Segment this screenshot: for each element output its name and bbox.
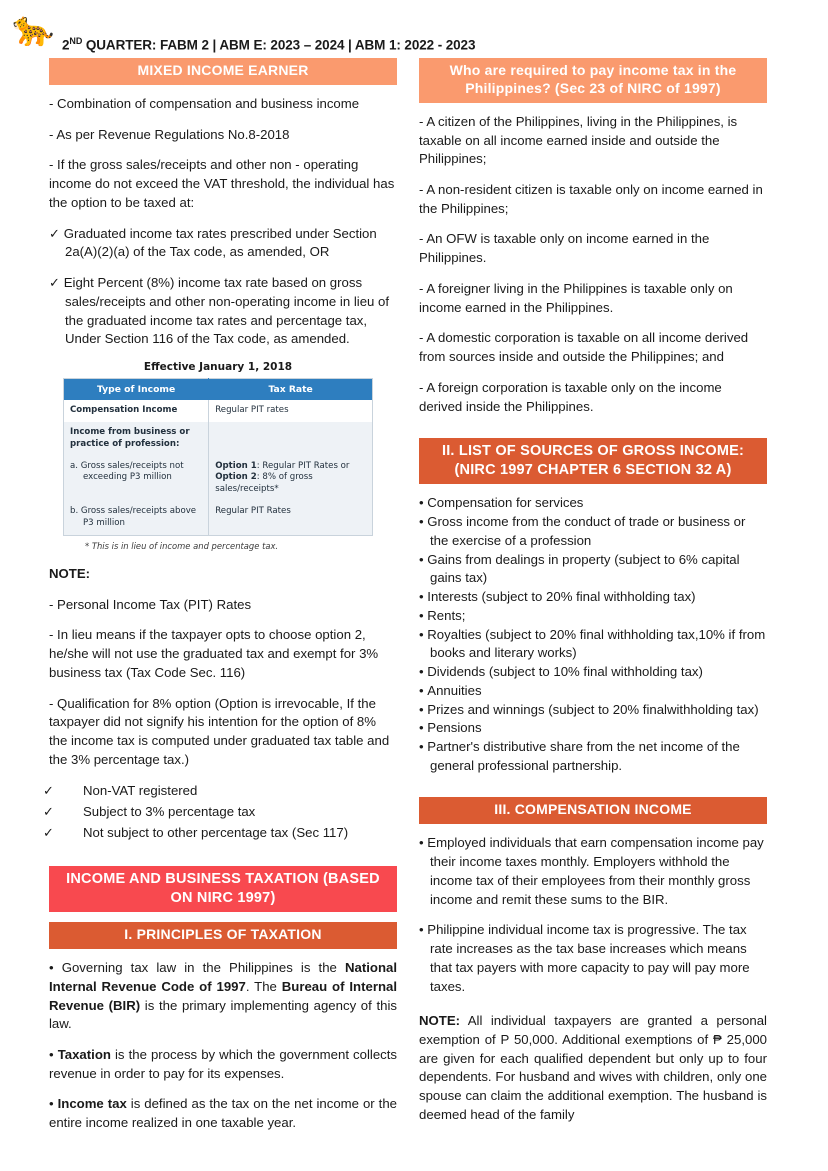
- banner-mixed-income-earner: MIXED INCOME EARNER: [49, 58, 397, 85]
- check-paragraph: ✓ Graduated income tax rates prescribed under Section 2a(A)(2)(a) of the Tax code, as amended, OR: [49, 225, 397, 262]
- list-item: ✓ Subject to 3% percentage tax: [49, 802, 397, 823]
- option-2-label: Option 2: [215, 472, 257, 483]
- emphasis-text: Income tax: [57, 1096, 127, 1112]
- cell-type: [64, 456, 209, 502]
- table-header-row: [64, 378, 373, 400]
- plain-text: Governing tax law in the Philippines is the: [61, 960, 345, 976]
- paragraph: - A citizen of the Philippines, living in the Philippines, is taxable on all income earned inside and outside the Philippines;: [419, 113, 738, 167]
- title-prefix: 2: [62, 37, 70, 53]
- list-item: ✓ Non-VAT registered: [49, 781, 397, 802]
- document-header: [0, 0, 828, 58]
- paragraph: - If the gross sales/receipts and other non - operating income do not exceed the VAT threshold, the individual has the option to be taxed at:: [49, 157, 395, 210]
- list-item: • Gross income from the conduct of trade or business or the exercise of a profession: [419, 513, 767, 550]
- list-item: • Royalties (subject to 20% final withholding tax,10% if from books and literary works): [419, 626, 767, 663]
- column-header-tax-rate: Tax Rate: [209, 378, 373, 400]
- note-paragraph: - Qualification for 8% option (Option is irrevocable, If the taxpayer did not signify his intention for the option of 8% the income tax is computed under graduated tax table and the 3% percentage tax.): [49, 695, 390, 767]
- table-row: [64, 456, 373, 502]
- emphasis-text: Taxation: [57, 1046, 111, 1062]
- table-footnote: * This is in lieu of income and percentage tax.: [85, 540, 279, 551]
- cell-type-sub-a: a. Gross sales/receipts not exceeding P3 million: [70, 460, 184, 483]
- paragraph: - As per Revenue Regulations No.8-2018: [49, 126, 290, 142]
- banner-principles-of-taxation: I. PRINCIPLES OF TAXATION: [49, 922, 397, 949]
- plain-text: . The: [245, 978, 282, 994]
- table-row: [64, 422, 373, 456]
- note-paragraph: - In lieu means if the taxpayer opts to choose option 2, he/she will not use the graduated tax and exempt for 3% business tax (Tax Code Sec. 116): [49, 627, 379, 680]
- list-item: • Rents;: [419, 607, 767, 626]
- option-1-label: Option 1: [215, 460, 257, 471]
- note-paragraph: - Personal Income Tax (PIT) Rates: [49, 596, 252, 612]
- list-item: ✓ Not subject to other percentage tax (Sec 117): [49, 823, 397, 844]
- qualification-checklist: [49, 781, 397, 844]
- cell-rate: Regular PIT rates: [209, 400, 373, 422]
- table-row: [64, 400, 373, 422]
- paragraph: - Combination of compensation and business income: [49, 95, 360, 111]
- paragraph: - An OFW is taxable only on income earned in the Philippines.: [419, 231, 710, 266]
- cell-rate: [209, 422, 373, 456]
- paragraph: - A domestic corporation is taxable on all income derived from sources inside and outside the Philippines; and: [419, 330, 749, 365]
- principle-item: • Governing tax law in the Philippines is the National Internal Revenue Code of 1997. The Bureau of Internal Revenue (BIR) is the primary implementing agency of this law.: [49, 960, 398, 1032]
- compensation-note: [419, 1012, 767, 1124]
- pit-rates-table-wrapper: [63, 361, 373, 551]
- note-label: NOTE:: [419, 1013, 461, 1029]
- list-item: • Partner's distributive share from the net income of the general professional partnership.: [419, 738, 767, 775]
- banner-compensation-income: III. COMPENSATION INCOME: [419, 797, 767, 824]
- list-item: • Prizes and winnings (subject to 20% finalwithholding tax): [419, 701, 767, 720]
- banner-income-and-business-taxation: INCOME AND BUSINESS TAXATION (BASED ON NIRC 1997): [49, 866, 397, 912]
- paragraph: - A foreigner living in the Philippines is taxable only on income earned in the Philippines.: [419, 280, 733, 315]
- cell-rate: [209, 456, 373, 502]
- plain-text: is defined as the tax on the net income or the entire income realized in one taxable year.: [49, 1096, 397, 1131]
- list-item: • Philippine individual income tax is progressive. The tax rate increases as the tax base increases which means that tax payers with more capacity to pay will pay more taxes.: [419, 921, 767, 996]
- title-rest: QUARTER: FABM 2 | ABM E: 2023 – 2024 | ABM 1: 2022 - 2023: [82, 37, 476, 53]
- principle-item: • Income tax is defined as the tax on the net income or the entire income realized in one taxable year.: [49, 1096, 397, 1131]
- banner-who-pays-income-tax: Who are required to pay income tax in the Philippines? (Sec 23 of NIRC of 1997): [419, 58, 767, 103]
- cell-type: [64, 501, 209, 535]
- list-item: • Employed individuals that earn compensation income pay their income taxes monthly. Employers withhold the income tax of their employees from their monthly gross income and remit these sums to the BIR.: [419, 834, 767, 909]
- check-paragraph: ✓ Eight Percent (8%) income tax rate based on gross sales/receipts and other non-operating income in lieu of the graduated income tax rates and percentage tax, Under Section 116 of the Tax code, as amended.: [49, 274, 397, 349]
- cell-type: Income from business or practice of profession:: [64, 422, 209, 456]
- note-text: All individual taxpayers are granted a personal exemption of P 50,000. Additional exemptions of ₱ 25,000 are given for each qualified dependent but only up to four dependents. For husband and wives with children, only one spouse can claim the additional exemption. The husband is deemed head of the family: [419, 1013, 767, 1122]
- cell-rate: Regular PIT Rates: [209, 501, 373, 535]
- paragraph: - A foreign corporation is taxable only on the income derived inside the Philippines.: [419, 379, 722, 414]
- emphasis-text: Bureau of Internal Revenue (BIR): [49, 978, 398, 1013]
- right-column: [419, 58, 767, 1145]
- compensation-income-list: [419, 834, 767, 996]
- plain-text: is the process by which the government collects revenue in order to pay for its expenses.: [49, 1046, 398, 1081]
- banner-list-of-sources-of-gross-income: II. LIST OF SOURCES OF GROSS INCOME: (NIRC 1997 CHAPTER 6 SECTION 32 A): [419, 438, 767, 484]
- left-column: [49, 58, 397, 1145]
- principle-item: • Taxation is the process by which the government collects revenue in order to pay for its expenses.: [49, 1046, 398, 1081]
- note-label: NOTE:: [49, 565, 91, 581]
- list-item: • Gains from dealings in property (subject to 6% capital gains tax): [419, 551, 767, 588]
- list-item: • Interests (subject to 20% final withholding tax): [419, 588, 767, 607]
- list-item: • Compensation for services: [419, 494, 767, 513]
- list-item: • Annuities: [419, 682, 767, 701]
- title-ordinal-suffix: ND: [69, 36, 83, 46]
- page-title: [62, 36, 475, 53]
- column-header-type-of-income: Type of Income: [64, 378, 209, 400]
- table-row: [64, 501, 373, 535]
- cell-type-sub-b: b. Gross sales/receipts above P3 million: [70, 506, 197, 528]
- cheetah-face-icon: 🐆: [12, 10, 55, 48]
- paragraph: - A non-resident citizen is taxable only on income earned in the Philippines;: [419, 182, 763, 216]
- plain-text: is the primary implementing agency of this law.: [49, 997, 397, 1032]
- pit-rates-table: [63, 378, 373, 536]
- option-2-text: : 8% of gross sales/receipts*: [215, 472, 313, 495]
- list-item: • Pensions: [419, 719, 767, 738]
- content-columns: [0, 58, 828, 1145]
- cell-type: Compensation Income: [64, 400, 209, 422]
- list-item: • Dividends (subject to 10% final withholding tax): [419, 663, 767, 682]
- sources-of-gross-income-list: [419, 494, 767, 775]
- emphasis-text: National Internal Revenue Code of 1997: [49, 960, 397, 994]
- table-caption: Effective January 1, 2018: [143, 360, 293, 373]
- option-1-text: : Regular PIT Rates or: [256, 460, 350, 471]
